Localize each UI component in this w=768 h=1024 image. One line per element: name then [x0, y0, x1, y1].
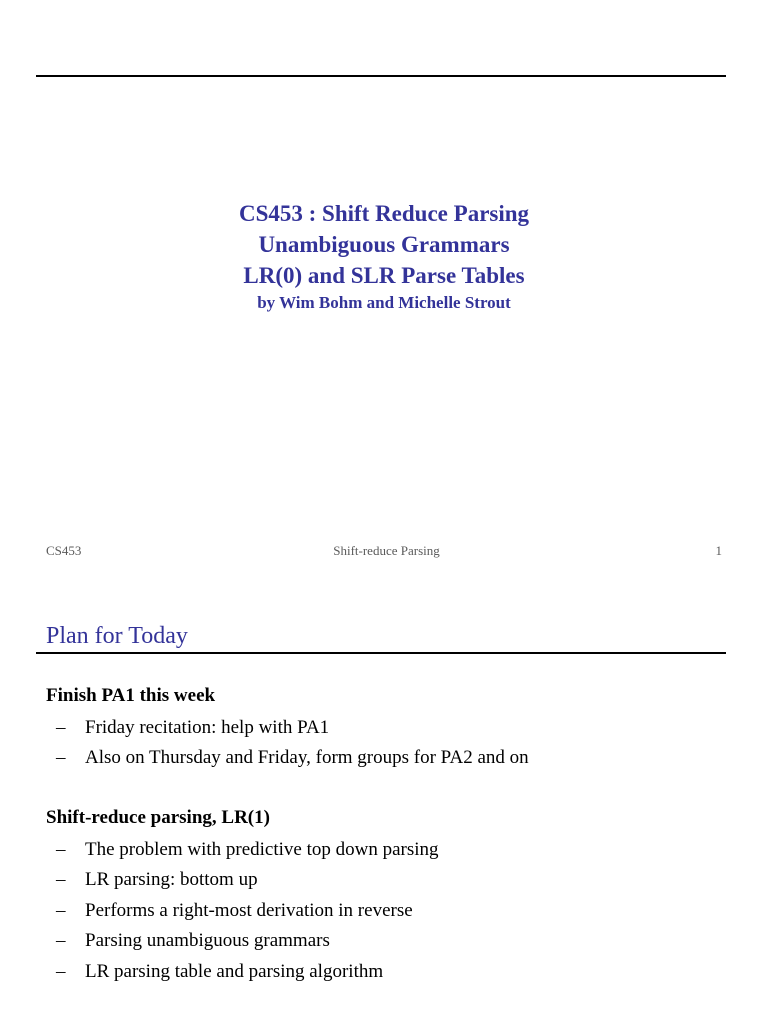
heading-divider: [36, 652, 726, 654]
dash-bullet-icon: –: [56, 930, 66, 952]
footer-page-number: 1: [715, 543, 722, 558]
bullet-text: Performs a right-most derivation in reverse: [85, 899, 413, 921]
dash-bullet-icon: –: [56, 869, 66, 891]
plan-heading: Plan for Today: [46, 623, 188, 649]
section-title: Shift-reduce parsing, LR(1): [46, 807, 270, 828]
footer-topic: Shift-reduce Parsing: [333, 543, 440, 558]
bullet-list: [46, 713, 726, 774]
list-item: [46, 926, 726, 956]
dash-bullet-icon: –: [56, 839, 66, 860]
dash-bullet-icon: –: [56, 717, 66, 738]
title-line-2: Unambiguous Grammars: [258, 232, 510, 257]
slide-title-block: [0, 198, 768, 315]
list-item: [46, 957, 726, 987]
title-line-3: LR(0) and SLR Parse Tables: [243, 263, 525, 288]
dash-bullet-icon: –: [56, 960, 66, 982]
dash-bullet-icon: –: [56, 899, 66, 921]
bullet-list: [46, 835, 726, 987]
footer-course: CS453: [46, 543, 82, 558]
title-line-1: CS453 : Shift Reduce Parsing: [238, 201, 530, 226]
list-item: [46, 896, 726, 926]
top-divider: [36, 75, 726, 77]
list-item: [46, 865, 726, 895]
bullet-text: The problem with predictive top down parsing: [85, 839, 439, 860]
bullet-text: Also on Thursday and Friday, form groups for PA2 and on: [85, 747, 529, 769]
bullet-text: Parsing unambiguous grammars: [85, 930, 330, 952]
title-authors: by Wim Bohm and Michelle Strout: [257, 293, 511, 312]
list-item: [46, 713, 726, 743]
list-item: [46, 835, 726, 865]
section-shift-reduce: [46, 805, 726, 987]
bullet-text: LR parsing table and parsing algorithm: [85, 960, 384, 982]
bullet-text: Friday recitation: help with PA1: [85, 717, 330, 738]
dash-bullet-icon: –: [56, 747, 66, 769]
bullet-text: LR parsing: bottom up: [85, 869, 258, 891]
list-item: [46, 743, 726, 773]
section-finish-pa1: [46, 683, 726, 774]
section-title: Finish PA1 this week: [46, 685, 216, 706]
